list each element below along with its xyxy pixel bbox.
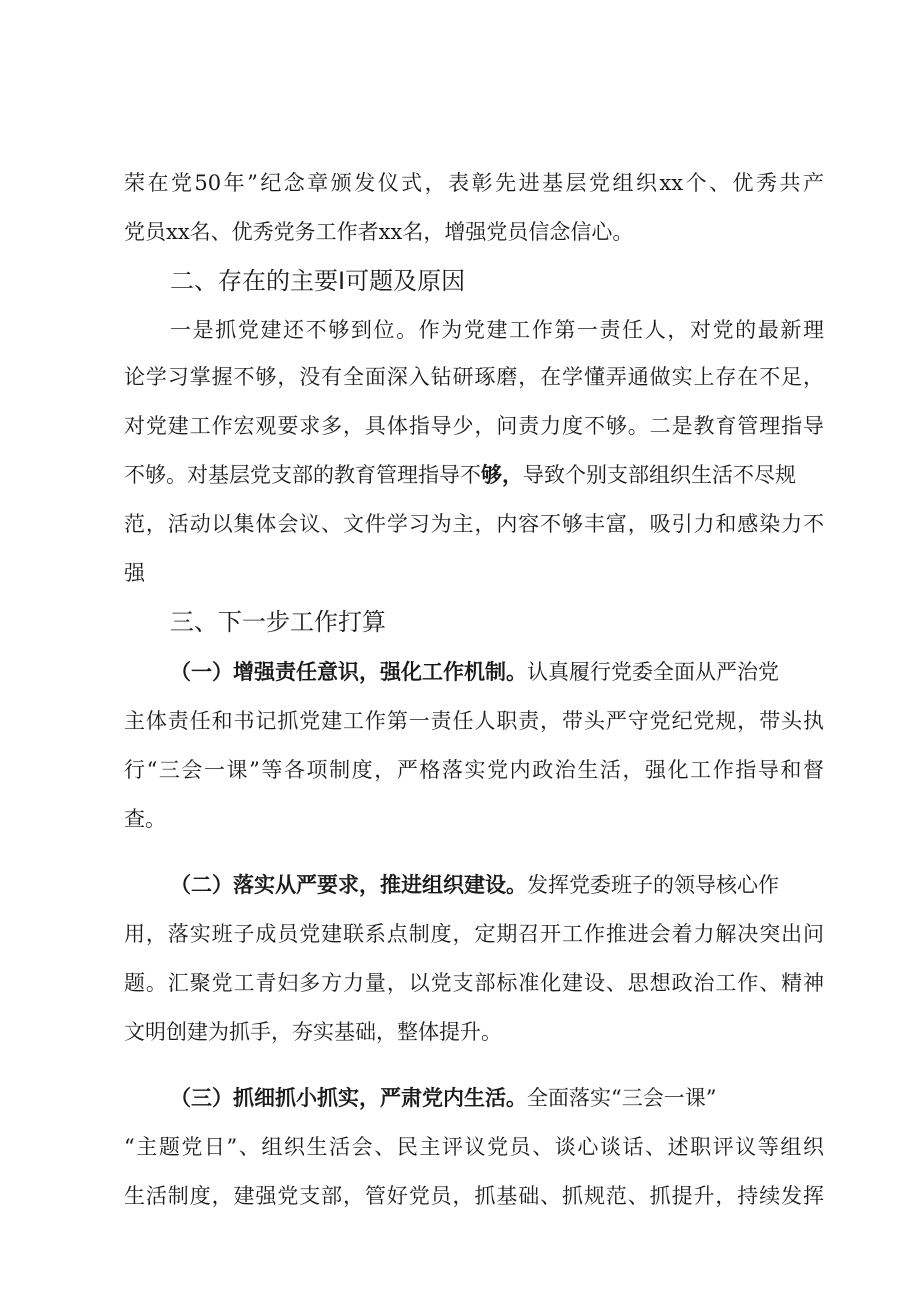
subsection-line — [170, 1083, 824, 1113]
paragraph-line: 强 — [124, 561, 145, 585]
subsection-text: 全面落实“三会一课” — [527, 1086, 717, 1110]
paragraph-line: 荣在党50年”纪念章颁发仪式，表彰先进基层党组织xx个、优秀共产 — [124, 171, 824, 195]
paragraph-line: 生活制度，建强党支部，管好党员，抓基础、抓规范、抓提升，持续发挥 — [124, 1184, 824, 1208]
paragraph-line: 党员xx名、优秀党务工作者xx名，增强党员信念信心。 — [124, 220, 634, 244]
paragraph-line: 行“三会一课”等各项制度，严格落实党内政治生活，强化工作指导和督 — [124, 758, 824, 782]
paragraph-line: 一是抓党建还不够到位。作为党建工作第一责任人，对党的最新理 — [170, 318, 824, 342]
paragraph-line: 论学习掌握不够，没有全面深入钻研琢磨，在学懂弄通做实上存在不足， — [124, 365, 824, 389]
paragraph-line: 查。 — [124, 807, 166, 831]
subsection-title: （二）落实从严要求，推进组织建设。 — [170, 873, 527, 897]
paragraph-line: 范，活动以集体会议、文件学习为主，内容不够丰富，吸引力和感染力不 — [124, 512, 824, 536]
subsection-text: 认真履行党委全面从严治党 — [527, 660, 779, 684]
paragraph-line: 用，落实班子成员党建联系点制度，定期召开工作推进会着力解决突出问 — [124, 922, 824, 946]
paragraph-line: “主题党日”、组织生活会、民主评议党员、谈心谈话、述职评议等组织 — [124, 1135, 824, 1159]
line-segment-bold: 够， — [481, 463, 523, 487]
paragraph-line: 文明创建为抓手，夯实基础，整体提升。 — [124, 1020, 502, 1044]
section-heading-problems: 二、存在的主要I可题及原因 — [170, 267, 466, 295]
subsection-title: （三）抓细抓小抓实，严肃党内生活。 — [170, 1086, 527, 1110]
section-heading-next-steps: 三、下一步工作打算 — [170, 608, 386, 636]
line-segment: 不够。对基层党支部的教育管理指导不 — [124, 463, 481, 487]
paragraph-line: 对党建工作宏观要求多，具体指导少，问责力度不够。二是教育管理指导 — [124, 414, 824, 438]
paragraph-line: 主体责任和书记抓党建工作第一责任人职责，带头严守党纪党规，带头执 — [124, 709, 824, 733]
subsection-text: 发挥党委班子的领导核心作 — [527, 873, 779, 897]
subsection-line — [170, 657, 824, 687]
subsection-title: （一）增强责任意识，强化工作机制。 — [170, 660, 527, 684]
paragraph-line: 题。汇聚党工青妇多方力量，以党支部标准化建设、思想政治工作、精神 — [124, 971, 824, 995]
line-segment: 导致个别支部组织生活不尽规 — [523, 463, 796, 487]
paragraph-line — [124, 460, 824, 490]
subsection-line — [170, 870, 824, 900]
